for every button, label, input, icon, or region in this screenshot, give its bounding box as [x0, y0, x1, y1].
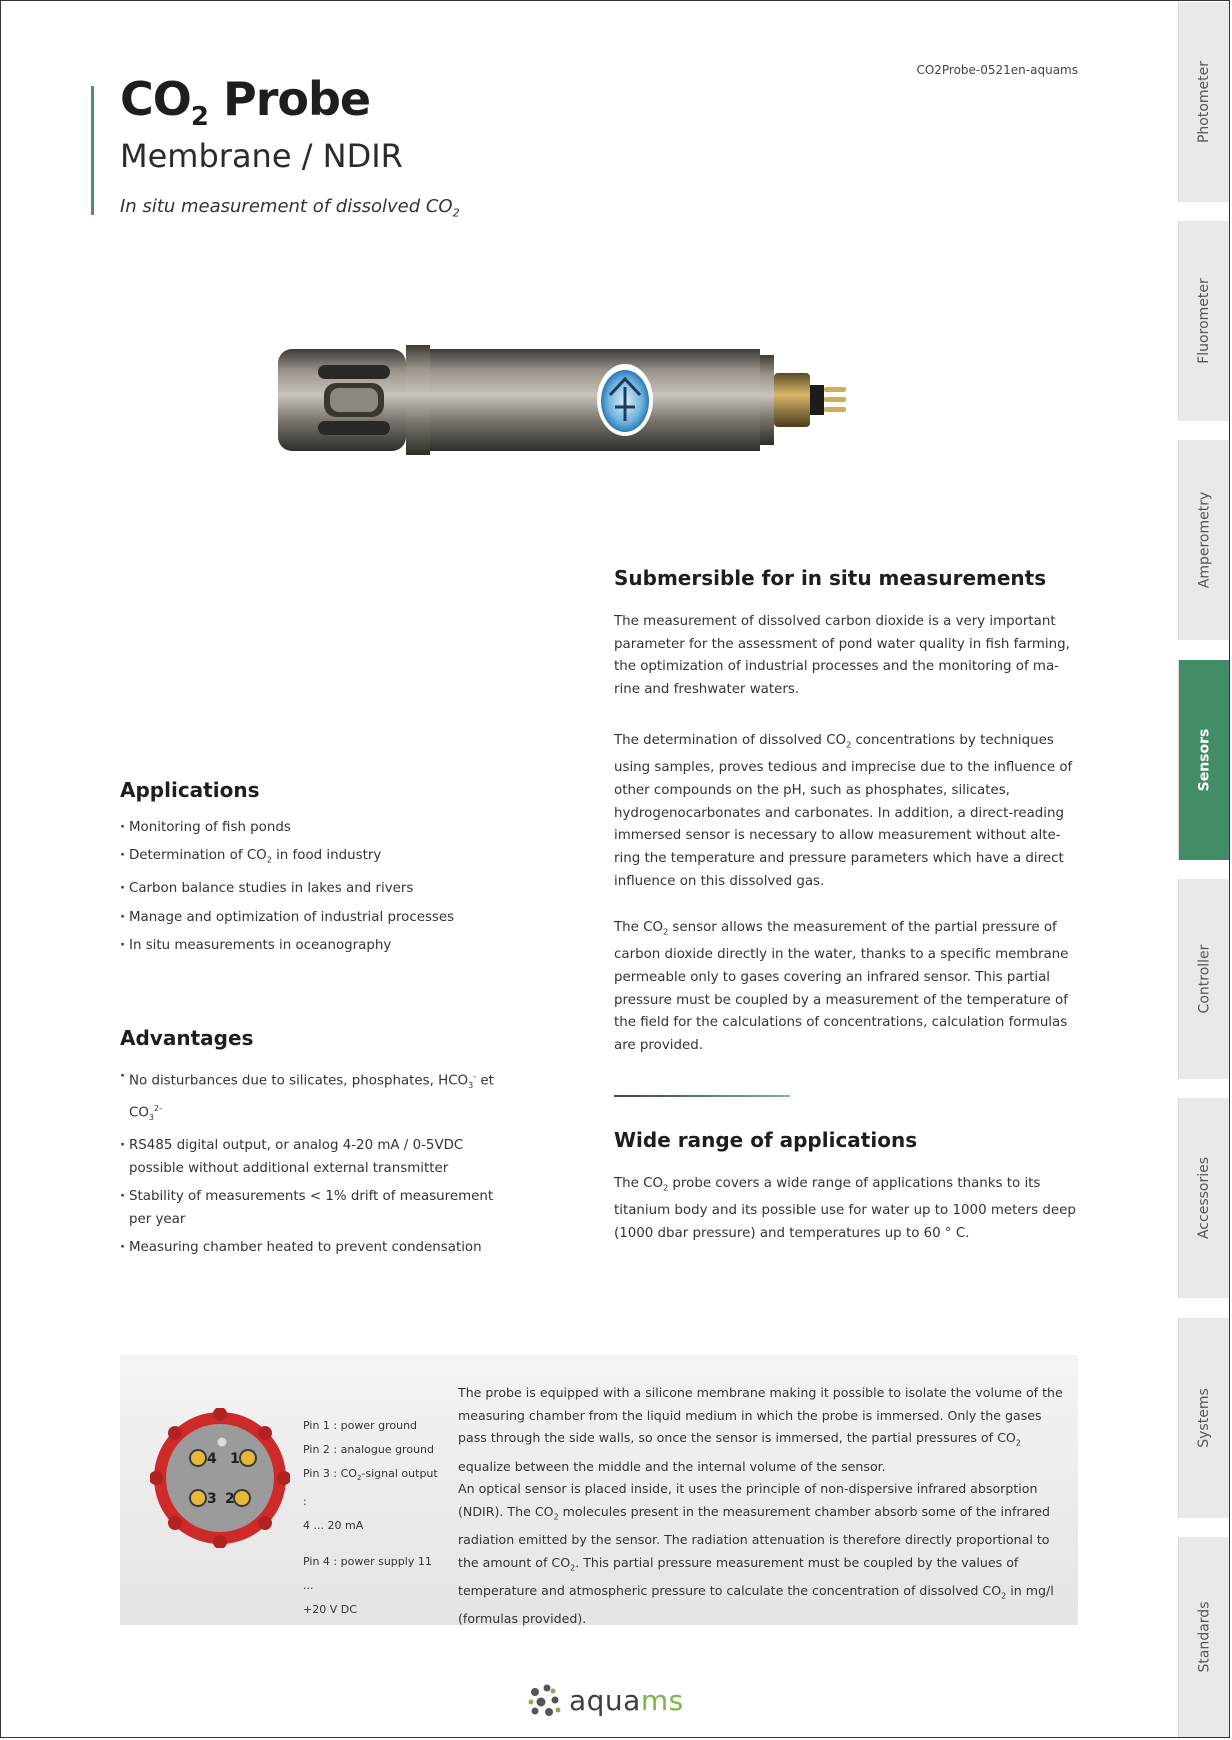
submersible-paragraph-1: The measurement of dissolved carbon dioxide is a very important parameter for the assessment of pond water quality in fish farming, the optimization of industrial processes and the monitoring of ma- rine and freshwater waters. [614, 614, 1070, 698]
advantages-list [120, 1066, 510, 1266]
list-item: · Determination of $CO_2$ in food industry [120, 845, 520, 872]
tab-controller[interactable]: Controller [1178, 879, 1230, 1079]
advantages-heading: Advantages [120, 1026, 254, 1050]
tab-sensors[interactable]: Sensors [1178, 660, 1230, 860]
pin-descriptions [303, 1414, 438, 1622]
title-accent-bar [91, 86, 94, 215]
pin-3-range: 4 ... 20 mA [303, 1519, 364, 1533]
pin-label: 3 [207, 1491, 217, 1507]
ndir-info-paragraph: An optical sensor is placed inside, it uses the principle of non-dispersive infrared absorption (NDIR). The $CO_2$ molecules present in the measurement chamber absorb some of the infrared radiation emitted by the sensor. The radiation attenuation is therefore directly proportional to the amount of $CO_2$. This partial pressure measurement must be coupled by the values of temperature and atmospheric pressure to calculate the concentration of dissolved $CO_2$ in mg/l (formulas provided). [458, 1481, 1054, 1627]
list-item: · Stability of measurements < 1% drift of measurement per year [120, 1186, 510, 1231]
tab-fluorometer[interactable]: Fluorometer [1178, 221, 1230, 421]
page-title: $CO_2$ Probe [120, 72, 371, 132]
applications-list [120, 817, 520, 963]
pin-4-voltage: +20 V DC [303, 1603, 357, 1617]
pin-4-description: Pin 4 : power supply 11 ... [303, 1555, 432, 1593]
pin-3-description: Pin 3 : $CO_2$-signal output : [303, 1467, 438, 1509]
submersible-paragraph-3: The $CO_2$ sensor allows the measurement of the partial pressure of carbon dioxide directly in the water, thanks to a specific membrane permeable only to gases covering an infrared sensor. This partial pressure must be coupled by a measurement of the temperature of the field for the calculations of concentrations, calculation formulas are provided. [614, 920, 1069, 1054]
aquams-logo [527, 1682, 684, 1718]
membrane-info-paragraph: The probe is equipped with a silicone membrane making it possible to isolate the volume of the measuring chamber from the liquid medium in which the probe is immersed. Only the gases pass through the side walls, so once the sensor is immersed, the partial pressures of $CO_2$ equalize between the middle and the internal volume of the sensor. [458, 1385, 1063, 1474]
list-item: · RS485 digital output, or analog 4-20 mA / 0-5VDC possible without additional external transmitter [120, 1135, 510, 1180]
logo-molecule-icon [527, 1682, 563, 1718]
tab-accessories[interactable]: Accessories [1178, 1098, 1230, 1298]
logo-text: aquams [569, 1683, 684, 1717]
list-item: · No disturbances due to silicates, phosphates, $HCO_3^-$ et $CO_3^{2-}$ [120, 1066, 510, 1130]
category-sidebar [1178, 2, 1230, 1738]
tab-standards[interactable]: Standards [1178, 1537, 1230, 1737]
wide-range-paragraph: The $CO_2$ probe covers a wide range of applications thanks to its titanium body and its possible use for water up to 1000 meters deep (1000 dbar pressure) and temperatures up to 60 ° C. [614, 1176, 1076, 1242]
pin-2-description: Pin 2 : analogue ground [303, 1443, 434, 1456]
tab-photometer[interactable]: Photometer [1178, 2, 1230, 202]
page-tagline: In situ measurement of dissolved $CO_2$ [120, 196, 460, 220]
pin-1-description: Pin 1 : power ground [303, 1419, 418, 1432]
submersible-heading: Submersible for in situ measurements [614, 566, 1047, 590]
pin-label: 2 [225, 1491, 235, 1507]
pin-label: 1 [230, 1451, 240, 1467]
list-item: · Monitoring of fish ponds [120, 817, 520, 840]
list-item: · Manage and optimization of industrial processes [120, 907, 520, 930]
connector-pinout-diagram [150, 1408, 290, 1548]
list-item: · Measuring chamber heated to prevent condensation [120, 1237, 510, 1260]
page-subtitle: Membrane / NDIR [120, 137, 403, 175]
document-code: CO2Probe-0521en-aquams [916, 63, 1078, 77]
list-item: · In situ measurements in oceanography [120, 935, 520, 958]
tab-systems[interactable]: Systems [1178, 1318, 1230, 1518]
co2-probe-image [270, 335, 945, 465]
pin-label: 4 [207, 1451, 217, 1467]
section-divider [614, 1095, 790, 1097]
submersible-paragraph-2: The determination of dissolved $CO_2$ concentrations by techniques using samples, proves tedious and imprecise due to the influence of other compounds on the pH, such as phosphates, silicates, hydrogenocarbonates and carbonates. In addition, a direct-reading immersed sensor is necessary to allow measurement without alte- ring the temperature and pressure parameters which have a direct influence on this dissolved gas. [614, 733, 1073, 889]
list-item: · Carbon balance studies in lakes and rivers [120, 878, 520, 901]
applications-heading: Applications [120, 778, 260, 802]
wide-range-heading: Wide range of applications [614, 1128, 918, 1152]
tab-amperometry[interactable]: Amperometry [1178, 440, 1230, 640]
